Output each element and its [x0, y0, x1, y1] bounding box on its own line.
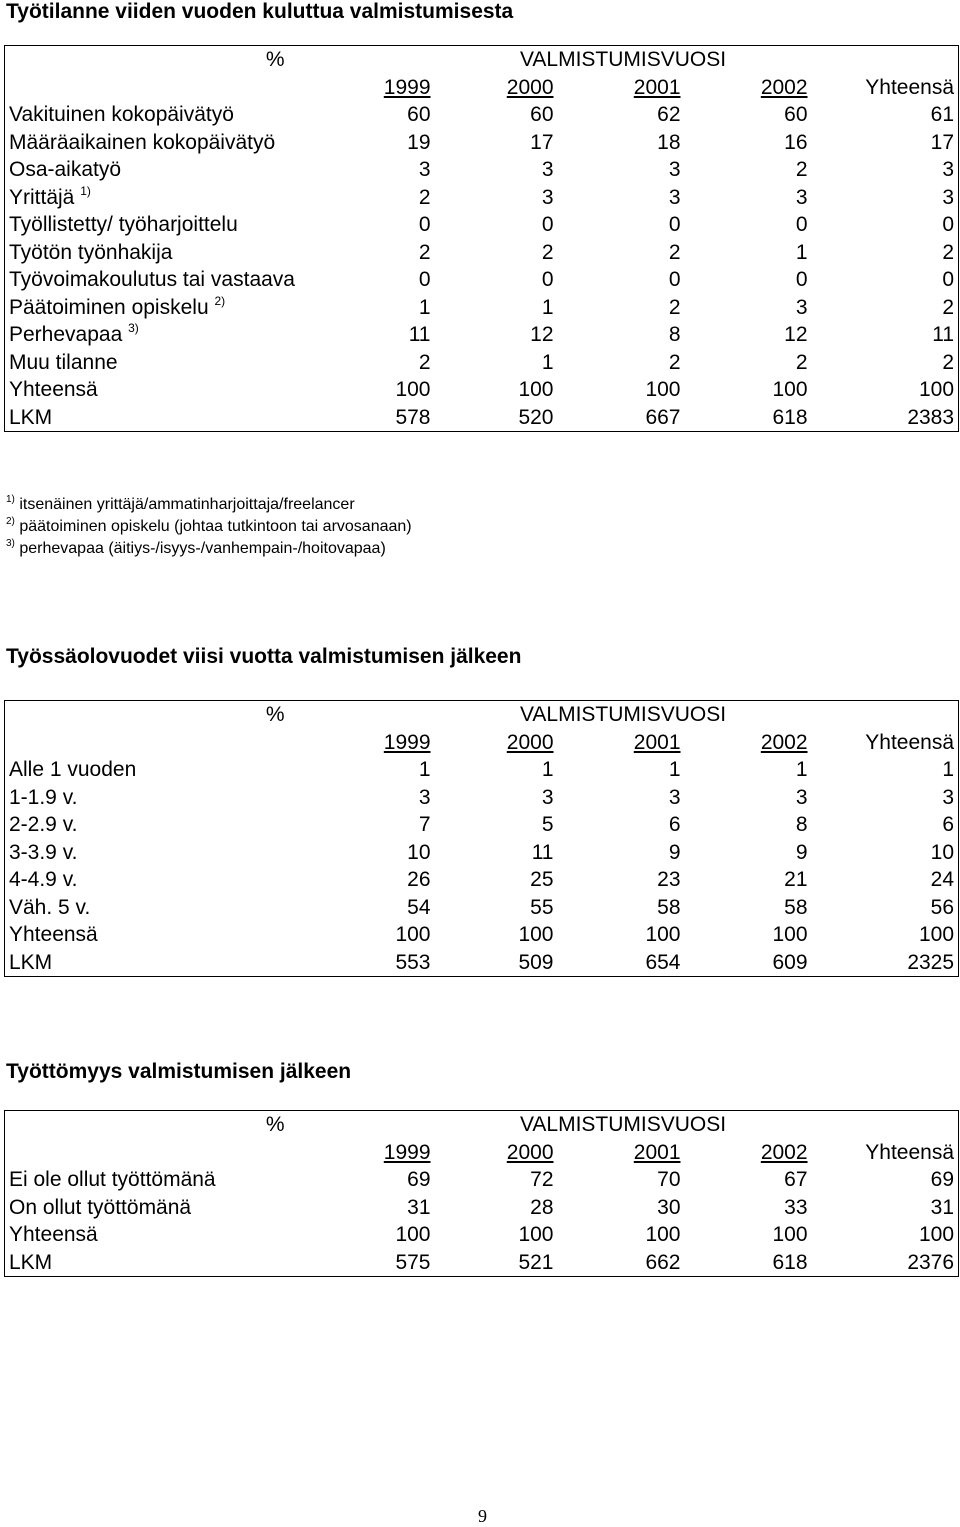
cell-value: 100	[395, 378, 431, 401]
percent-label: %	[265, 703, 285, 726]
cell-value: 654	[645, 950, 681, 974]
row-label-text: Yrittäjä	[9, 185, 75, 209]
cell-value: 2	[668, 350, 681, 374]
cell-value: 618	[772, 1250, 808, 1274]
row-label-text: Työtön työnhakija	[9, 240, 173, 264]
table-row	[5, 1166, 959, 1194]
row-label	[5, 101, 335, 129]
row-label	[5, 404, 335, 432]
cell-value: 3	[541, 185, 554, 209]
cell-value: 6	[668, 813, 681, 836]
table-row	[5, 349, 959, 377]
row-label	[5, 949, 335, 977]
cell-value: 3	[668, 785, 681, 809]
percent-label: %	[265, 1113, 285, 1136]
footnote-1	[6, 494, 355, 516]
column-header-year: 2001	[633, 75, 681, 99]
cell-value: 2	[795, 350, 808, 374]
row-label	[5, 839, 335, 867]
employment-status-table	[4, 45, 959, 432]
cell-value: 0	[942, 213, 955, 236]
row-label-text: Muu tilanne	[9, 350, 118, 374]
cell-value: 0	[418, 213, 431, 236]
table-row	[5, 129, 959, 157]
cell-value: 69	[407, 1168, 431, 1191]
row-label-text: LKM	[9, 405, 53, 429]
footnote-text: perhevapaa (äitiys-/isyys-/vanhempain-/hoitovapaa)	[19, 540, 386, 557]
cell-value: 100	[395, 1223, 431, 1246]
cell-value: 8	[795, 813, 808, 836]
cell-value: 3	[668, 158, 681, 181]
cell-value: 1	[795, 240, 808, 264]
row-label	[5, 294, 335, 322]
cell-value: 2	[418, 185, 431, 209]
footnote-text: itsenäinen yrittäjä/ammatinharjoittaja/freelancer	[19, 496, 355, 513]
table-row	[5, 101, 959, 129]
row-label-text: 2-2.9 v.	[9, 813, 78, 836]
table-row	[5, 949, 959, 977]
group-header: VALMISTUMISVUOSI	[519, 1113, 727, 1136]
cell-value: 2	[668, 295, 681, 319]
cell-value: 1	[541, 295, 554, 319]
column-header-year: 2002	[760, 75, 808, 99]
table-row	[5, 1249, 959, 1277]
cell-value: 67	[784, 1168, 808, 1191]
row-label	[5, 866, 335, 894]
cell-value: 100	[518, 1223, 554, 1246]
cell-value: 21	[784, 868, 808, 891]
cell-value: 2	[541, 240, 554, 264]
header-row-group	[5, 46, 959, 74]
table-row	[5, 1221, 959, 1249]
row-label-text: LKM	[9, 1250, 53, 1274]
row-label	[5, 129, 335, 157]
header-row-years	[5, 74, 959, 102]
cell-value: 100	[918, 378, 955, 401]
row-label	[5, 156, 335, 184]
cell-value: 58	[657, 895, 681, 919]
row-label-text: Työvoimakoulutus tai vastaava	[9, 268, 295, 291]
cell-value: 18	[657, 130, 681, 154]
row-label-text: On ollut työttömänä	[9, 1195, 192, 1219]
cell-value: 12	[784, 323, 808, 346]
cell-value: 9	[795, 840, 808, 864]
group-header: VALMISTUMISVUOSI	[519, 48, 727, 71]
cell-value: 2	[795, 158, 808, 181]
cell-value: 11	[408, 323, 431, 346]
header-row-group	[5, 1111, 959, 1139]
cell-value: 100	[918, 1223, 955, 1246]
row-label	[5, 1249, 335, 1277]
cell-value: 72	[530, 1168, 554, 1191]
cell-value: 100	[645, 923, 681, 946]
cell-value: 3	[795, 295, 808, 319]
row-label	[5, 756, 335, 784]
footnote-mark: 1)	[6, 494, 15, 505]
cell-value: 10	[930, 840, 955, 864]
cell-value: 33	[784, 1195, 808, 1219]
table-row	[5, 266, 959, 294]
cell-value: 2325	[907, 950, 955, 974]
cell-value: 0	[942, 268, 955, 291]
cell-value: 3	[541, 785, 554, 809]
cell-value: 3	[668, 185, 681, 209]
cell-value: 3	[418, 158, 431, 181]
cell-value: 3	[942, 185, 955, 209]
footnote-ref: 3)	[128, 321, 139, 335]
header-spacer	[812, 1111, 959, 1139]
cell-value: 25	[530, 868, 554, 891]
header-spacer	[812, 46, 959, 74]
cell-value: 3	[795, 785, 808, 809]
table-row	[5, 321, 959, 349]
cell-value: 609	[772, 950, 808, 974]
cell-value: 509	[518, 950, 554, 974]
cell-value: 100	[518, 378, 554, 401]
cell-value: 6	[942, 813, 955, 836]
cell-value: 24	[930, 868, 955, 891]
cell-value: 618	[772, 405, 808, 429]
cell-value: 100	[772, 378, 808, 401]
cell-value: 70	[657, 1168, 681, 1191]
footnote-3	[6, 538, 386, 560]
table-row	[5, 211, 959, 239]
table-row	[5, 866, 959, 894]
cell-value: 1	[541, 350, 554, 374]
cell-value: 28	[530, 1195, 554, 1219]
column-header-year: 2000	[506, 730, 554, 754]
table-row	[5, 811, 959, 839]
cell-value: 100	[918, 923, 955, 946]
cell-value: 2	[668, 240, 681, 264]
cell-value: 3	[541, 158, 554, 181]
cell-value: 26	[407, 868, 431, 891]
row-label-text: 4-4.9 v.	[9, 868, 78, 891]
cell-value: 11	[932, 323, 955, 346]
section-title-unemployment: Työttömyys valmistumisen jälkeen	[6, 1060, 352, 1083]
header-row-group	[5, 701, 959, 729]
row-label-text: Väh. 5 v.	[9, 895, 91, 919]
header-row-years	[5, 729, 959, 757]
row-label-text: Osa-aikatyö	[9, 158, 122, 181]
row-label	[5, 239, 335, 267]
cell-value: 54	[407, 895, 431, 919]
cell-value: 0	[668, 213, 681, 236]
row-label-text: Vakituinen kokopäivätyö	[9, 103, 234, 126]
header-row-years	[5, 1139, 959, 1167]
row-label	[5, 266, 335, 294]
header-spacer	[5, 729, 335, 757]
cell-value: 2	[942, 240, 955, 264]
row-label	[5, 894, 335, 922]
row-label-text: Perhevapaa	[9, 323, 123, 346]
footnote-ref: 2)	[214, 293, 226, 308]
table-row	[5, 756, 959, 784]
column-header-year: 2001	[633, 1140, 681, 1164]
cell-value: 31	[930, 1195, 955, 1219]
footnote-ref: 1)	[80, 183, 91, 198]
table-row	[5, 784, 959, 812]
cell-value: 553	[395, 950, 431, 974]
row-label	[5, 811, 335, 839]
column-header-year: 1999	[383, 1140, 431, 1164]
header-spacer	[5, 1139, 335, 1167]
cell-value: 17	[930, 130, 955, 154]
table-row	[5, 1194, 959, 1222]
row-label-text: Yhteensä	[9, 378, 98, 401]
cell-value: 0	[541, 213, 554, 236]
header-spacer	[5, 74, 335, 102]
cell-value: 662	[645, 1250, 681, 1274]
row-label	[5, 1221, 335, 1249]
cell-value: 2	[418, 240, 431, 264]
cell-value: 12	[530, 323, 554, 346]
cell-value: 1	[418, 295, 431, 319]
cell-value: 578	[395, 405, 431, 429]
column-header-year: 1999	[383, 730, 431, 754]
cell-value: 0	[795, 213, 808, 236]
cell-value: 60	[530, 103, 554, 126]
cell-value: 30	[657, 1195, 681, 1219]
cell-value: 0	[668, 268, 681, 291]
page-number: 9	[478, 1506, 487, 1526]
row-label-text: Ei ole ollut työttömänä	[9, 1168, 216, 1191]
cell-value: 0	[418, 268, 431, 291]
row-label-text: Päätoiminen opiskelu	[9, 295, 209, 319]
row-label	[5, 321, 335, 349]
row-label	[5, 921, 335, 949]
row-label-text: Työllistetty/ työharjoittelu	[9, 213, 238, 236]
table-row	[5, 184, 959, 212]
row-label-text: 1-1.9 v.	[9, 785, 78, 809]
cell-value: 58	[784, 895, 808, 919]
cell-value: 3	[418, 785, 431, 809]
footnote-mark: 3)	[6, 538, 15, 549]
column-header-year: 2000	[506, 75, 554, 99]
table-row	[5, 839, 959, 867]
column-header-year: 2002	[760, 1140, 808, 1164]
cell-value: 2376	[907, 1250, 955, 1274]
cell-value: 100	[395, 923, 431, 946]
cell-value: 60	[784, 103, 808, 126]
group-header: VALMISTUMISVUOSI	[519, 703, 727, 726]
cell-value: 0	[795, 268, 808, 291]
cell-value: 100	[772, 1223, 808, 1246]
cell-value: 3	[795, 185, 808, 209]
cell-value: 23	[657, 868, 681, 891]
cell-value: 56	[930, 895, 955, 919]
cell-value: 16	[784, 130, 808, 154]
cell-value: 1	[541, 758, 554, 781]
column-header-year: 1999	[383, 75, 431, 99]
cell-value: 31	[407, 1195, 431, 1219]
cell-value: 11	[531, 840, 554, 864]
table-row	[5, 156, 959, 184]
cell-value: 100	[645, 1223, 681, 1246]
cell-value: 3	[942, 158, 955, 181]
section-title-work-years: Työssäolovuodet viisi vuotta valmistumisen jälkeen	[6, 645, 522, 668]
footnote-text: päätoiminen opiskelu (johtaa tutkintoon tai arvosanaan)	[19, 518, 412, 535]
cell-value: 55	[530, 895, 554, 919]
footnote-mark: 2)	[6, 516, 15, 527]
cell-value: 2	[942, 350, 955, 374]
column-header-total: Yhteensä	[865, 730, 955, 754]
row-label	[5, 184, 335, 212]
cell-value: 520	[518, 405, 554, 429]
cell-value: 5	[541, 813, 554, 836]
cell-value: 19	[407, 130, 431, 154]
row-label	[5, 349, 335, 377]
cell-value: 61	[930, 103, 955, 126]
row-label-text: Yhteensä	[9, 1223, 98, 1246]
table-row	[5, 894, 959, 922]
table-row	[5, 294, 959, 322]
table-row	[5, 921, 959, 949]
unemployment-table	[4, 1110, 959, 1277]
cell-value: 17	[530, 130, 554, 154]
row-label-text: Alle 1 vuoden	[9, 758, 137, 781]
cell-value: 1	[942, 758, 955, 781]
cell-value: 7	[418, 813, 431, 836]
cell-value: 9	[668, 840, 681, 864]
row-label-text: 3-3.9 v.	[9, 840, 78, 864]
cell-value: 100	[772, 923, 808, 946]
cell-value: 2383	[907, 405, 955, 429]
cell-value: 667	[645, 405, 681, 429]
column-header-year: 2002	[760, 730, 808, 754]
row-label-text: LKM	[9, 950, 53, 974]
table-row	[5, 376, 959, 404]
footnote-2	[6, 516, 412, 538]
header-spacer	[812, 701, 959, 729]
cell-value: 3	[942, 785, 955, 809]
cell-value: 2	[942, 295, 955, 319]
cell-value: 69	[930, 1168, 955, 1191]
cell-value: 1	[668, 758, 681, 781]
cell-value: 1	[418, 758, 431, 781]
cell-value: 60	[407, 103, 431, 126]
cell-value: 10	[407, 840, 431, 864]
row-label	[5, 1166, 335, 1194]
cell-value: 62	[657, 103, 681, 126]
cell-value: 1	[795, 758, 808, 781]
column-header-year: 2001	[633, 730, 681, 754]
cell-value: 100	[645, 378, 681, 401]
cell-value: 521	[518, 1250, 554, 1274]
column-header-total: Yhteensä	[865, 75, 955, 99]
cell-value: 8	[668, 323, 681, 346]
cell-value: 575	[395, 1250, 431, 1274]
percent-label: %	[265, 48, 285, 71]
table-row	[5, 239, 959, 267]
section-title-employment: Työtilanne viiden vuoden kuluttua valmistumisesta	[6, 0, 514, 23]
row-label	[5, 784, 335, 812]
table-row	[5, 404, 959, 432]
row-label	[5, 376, 335, 404]
work-years-table	[4, 700, 959, 977]
row-label	[5, 211, 335, 239]
row-label	[5, 1194, 335, 1222]
column-header-year: 2000	[506, 1140, 554, 1164]
column-header-total: Yhteensä	[865, 1140, 955, 1164]
cell-value: 100	[518, 923, 554, 946]
cell-value: 0	[541, 268, 554, 291]
cell-value: 2	[418, 350, 431, 374]
row-label-text: Yhteensä	[9, 923, 98, 946]
row-label-text: Määräaikainen kokopäivätyö	[9, 130, 276, 154]
